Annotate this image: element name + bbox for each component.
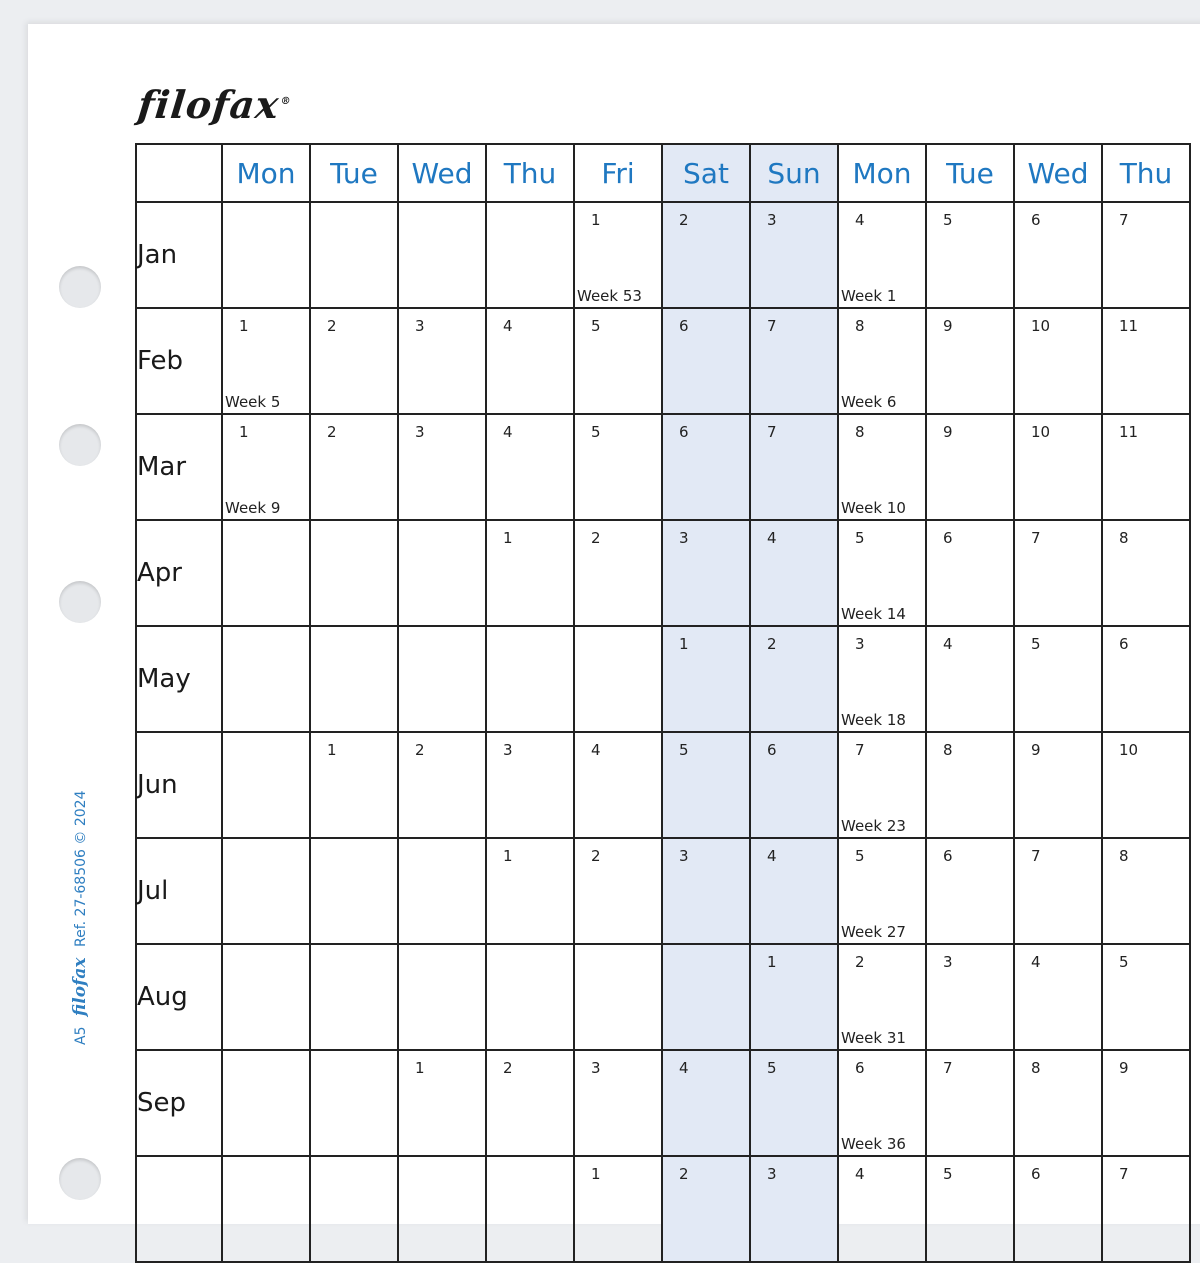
day-cell[interactable]: [662, 202, 750, 308]
day-number: 7: [855, 741, 865, 759]
day-cell[interactable]: [926, 520, 1014, 626]
day-number: 8: [943, 741, 953, 759]
week-number-label: Week 23: [841, 817, 906, 835]
day-number: 5: [943, 211, 953, 229]
punch-hole: [59, 266, 101, 308]
day-number: 2: [591, 847, 601, 865]
day-cell[interactable]: [574, 202, 662, 308]
weekday-header-row: [136, 144, 1190, 202]
month-label: May: [136, 626, 222, 732]
day-cell[interactable]: [310, 944, 398, 1050]
day-cell[interactable]: [1014, 1050, 1102, 1156]
day-number: 1: [679, 635, 689, 653]
day-number: 3: [943, 953, 953, 971]
day-cell[interactable]: [750, 944, 838, 1050]
week-number-label: Week 14: [841, 605, 906, 623]
day-number: 4: [767, 529, 777, 547]
month-row: [136, 1050, 1190, 1156]
day-cell[interactable]: [574, 626, 662, 732]
month-label: Sep: [136, 1050, 222, 1156]
day-cell[interactable]: [398, 520, 486, 626]
week-number-label: Week 31: [841, 1029, 906, 1047]
day-cell[interactable]: [1014, 308, 1102, 414]
week-number-label: Week 6: [841, 393, 897, 411]
day-cell[interactable]: [1014, 626, 1102, 732]
day-number: 6: [1031, 211, 1041, 229]
day-number: 9: [943, 423, 953, 441]
day-number: 4: [679, 1059, 689, 1077]
day-number: 2: [415, 741, 425, 759]
weekday-header: Mon: [838, 144, 926, 202]
day-number: 6: [943, 529, 953, 547]
day-number: 8: [1119, 847, 1129, 865]
day-number: 2: [679, 1165, 689, 1183]
punch-hole: [59, 581, 101, 623]
week-number-label: Week 10: [841, 499, 906, 517]
day-number: 7: [767, 423, 777, 441]
day-number: 8: [1119, 529, 1129, 547]
day-cell[interactable]: [838, 944, 926, 1050]
day-number: 7: [1119, 211, 1129, 229]
day-cell[interactable]: [926, 732, 1014, 838]
day-cell[interactable]: [398, 838, 486, 944]
weekday-header: Mon: [222, 144, 310, 202]
month-row: [136, 414, 1190, 520]
day-cell[interactable]: [926, 838, 1014, 944]
day-cell[interactable]: [1102, 1156, 1190, 1262]
day-number: 4: [943, 635, 953, 653]
day-cell[interactable]: [398, 414, 486, 520]
day-number: 10: [1031, 317, 1051, 335]
month-row: [136, 944, 1190, 1050]
day-number: 3: [591, 1059, 601, 1077]
week-number-label: Week 5: [225, 393, 281, 411]
day-cell[interactable]: [1014, 202, 1102, 308]
day-number: 5: [943, 1165, 953, 1183]
day-cell[interactable]: [838, 308, 926, 414]
day-cell[interactable]: [486, 838, 574, 944]
day-cell[interactable]: [750, 308, 838, 414]
day-cell[interactable]: [222, 626, 310, 732]
day-cell[interactable]: [310, 732, 398, 838]
day-cell[interactable]: [1014, 732, 1102, 838]
day-cell[interactable]: [574, 1156, 662, 1262]
day-number: 8: [1031, 1059, 1041, 1077]
day-cell[interactable]: [662, 1156, 750, 1262]
day-cell[interactable]: [1102, 944, 1190, 1050]
day-cell[interactable]: [1102, 838, 1190, 944]
day-cell[interactable]: [486, 308, 574, 414]
day-cell[interactable]: [662, 520, 750, 626]
day-number: 5: [591, 317, 601, 335]
day-cell[interactable]: [1102, 414, 1190, 520]
copyright: © 2024: [73, 790, 89, 845]
day-number: 9: [943, 317, 953, 335]
day-cell[interactable]: [662, 732, 750, 838]
day-cell[interactable]: [926, 944, 1014, 1050]
day-cell[interactable]: [750, 732, 838, 838]
day-cell[interactable]: [574, 520, 662, 626]
day-cell[interactable]: [750, 838, 838, 944]
day-cell[interactable]: [662, 414, 750, 520]
day-cell[interactable]: [926, 626, 1014, 732]
day-cell[interactable]: [926, 308, 1014, 414]
month-rows: [136, 202, 1190, 1262]
day-cell[interactable]: [222, 520, 310, 626]
year-planner-grid: [135, 143, 1191, 1263]
day-cell[interactable]: [310, 202, 398, 308]
day-number: 4: [767, 847, 777, 865]
month-row: [136, 732, 1190, 838]
week-number-label: Week 18: [841, 711, 906, 729]
day-number: 8: [855, 423, 865, 441]
day-cell[interactable]: [1102, 732, 1190, 838]
weekday-header: Sat: [662, 144, 750, 202]
day-cell[interactable]: [838, 732, 926, 838]
day-number: 3: [767, 1165, 777, 1183]
day-cell[interactable]: [574, 944, 662, 1050]
day-cell[interactable]: [1102, 520, 1190, 626]
day-cell[interactable]: [398, 202, 486, 308]
day-cell[interactable]: [1014, 944, 1102, 1050]
day-number: 3: [679, 847, 689, 865]
day-number: 9: [1031, 741, 1041, 759]
month-row: [136, 1156, 1190, 1262]
day-number: 4: [855, 1165, 865, 1183]
day-number: 10: [1119, 741, 1139, 759]
day-number: 7: [1031, 847, 1041, 865]
day-cell[interactable]: [574, 838, 662, 944]
day-cell[interactable]: [398, 1156, 486, 1262]
month-label: Jan: [136, 202, 222, 308]
day-cell[interactable]: [750, 1156, 838, 1262]
day-cell[interactable]: [926, 414, 1014, 520]
day-cell[interactable]: [486, 732, 574, 838]
day-cell[interactable]: [398, 732, 486, 838]
month-label: [136, 1156, 222, 1262]
day-number: 7: [767, 317, 777, 335]
day-cell[interactable]: [1014, 1156, 1102, 1262]
day-cell[interactable]: [574, 1050, 662, 1156]
day-cell[interactable]: [398, 944, 486, 1050]
month-label: Jun: [136, 732, 222, 838]
day-cell[interactable]: [574, 308, 662, 414]
month-row: [136, 520, 1190, 626]
weekday-header: Tue: [926, 144, 1014, 202]
weekday-header: Fri: [574, 144, 662, 202]
day-number: 3: [767, 211, 777, 229]
day-cell[interactable]: [838, 1156, 926, 1262]
day-cell[interactable]: [838, 520, 926, 626]
day-number: 1: [239, 317, 249, 335]
week-number-label: Week 53: [577, 287, 642, 305]
day-number: 10: [1031, 423, 1051, 441]
day-number: 6: [1031, 1165, 1041, 1183]
day-cell[interactable]: [398, 308, 486, 414]
day-number: 3: [415, 317, 425, 335]
day-cell[interactable]: [310, 1156, 398, 1262]
day-number: 3: [855, 635, 865, 653]
punch-hole: [59, 424, 101, 466]
day-number: 11: [1119, 317, 1139, 335]
day-cell[interactable]: [1102, 626, 1190, 732]
day-cell[interactable]: [398, 1050, 486, 1156]
day-cell[interactable]: [222, 414, 310, 520]
day-cell[interactable]: [310, 1050, 398, 1156]
month-row: [136, 308, 1190, 414]
day-number: 2: [327, 317, 337, 335]
day-number: 5: [591, 423, 601, 441]
day-cell[interactable]: [1102, 202, 1190, 308]
month-label: Mar: [136, 414, 222, 520]
day-cell[interactable]: [486, 626, 574, 732]
day-cell[interactable]: [750, 520, 838, 626]
day-number: 2: [327, 423, 337, 441]
month-label: Aug: [136, 944, 222, 1050]
reference-number: Ref. 27-68506: [73, 849, 89, 947]
month-label: Jul: [136, 838, 222, 944]
day-number: 4: [503, 423, 513, 441]
day-cell[interactable]: [398, 626, 486, 732]
weekday-header: Wed: [1014, 144, 1102, 202]
day-number: 1: [239, 423, 249, 441]
day-cell[interactable]: [310, 626, 398, 732]
day-cell[interactable]: [838, 838, 926, 944]
day-cell[interactable]: [662, 626, 750, 732]
day-cell[interactable]: [1014, 414, 1102, 520]
day-number: 7: [1031, 529, 1041, 547]
day-cell[interactable]: [838, 1050, 926, 1156]
day-cell[interactable]: [486, 944, 574, 1050]
day-number: 3: [503, 741, 513, 759]
day-cell[interactable]: [750, 626, 838, 732]
day-number: 4: [855, 211, 865, 229]
month-row: [136, 202, 1190, 308]
day-number: 1: [503, 847, 513, 865]
day-cell[interactable]: [222, 1050, 310, 1156]
week-number-label: Week 27: [841, 923, 906, 941]
day-cell[interactable]: [838, 626, 926, 732]
day-cell[interactable]: [838, 202, 926, 308]
day-cell[interactable]: [662, 944, 750, 1050]
day-number: 6: [1119, 635, 1129, 653]
day-cell[interactable]: [574, 732, 662, 838]
day-number: 3: [415, 423, 425, 441]
day-number: 1: [767, 953, 777, 971]
day-cell[interactable]: [574, 414, 662, 520]
day-cell[interactable]: [222, 944, 310, 1050]
day-number: 5: [1031, 635, 1041, 653]
day-cell[interactable]: [222, 732, 310, 838]
day-cell[interactable]: [662, 1050, 750, 1156]
day-cell[interactable]: [222, 1156, 310, 1262]
day-number: 5: [1119, 953, 1129, 971]
day-cell[interactable]: [310, 520, 398, 626]
day-cell[interactable]: [1014, 520, 1102, 626]
side-brand: filofax: [70, 957, 90, 1017]
day-number: 1: [591, 1165, 601, 1183]
day-cell[interactable]: [486, 202, 574, 308]
day-cell[interactable]: [926, 1050, 1014, 1156]
day-number: 1: [503, 529, 513, 547]
day-cell[interactable]: [926, 1156, 1014, 1262]
day-cell[interactable]: [310, 414, 398, 520]
day-number: 2: [767, 635, 777, 653]
day-number: 6: [679, 317, 689, 335]
week-number-label: Week 36: [841, 1135, 906, 1153]
filofax-logo: filofax®: [135, 82, 293, 127]
day-cell[interactable]: [838, 414, 926, 520]
side-reference-text: [70, 791, 90, 1046]
day-number: 2: [591, 529, 601, 547]
weekday-header: Thu: [1102, 144, 1190, 202]
weekday-header: Thu: [486, 144, 574, 202]
month-label: Apr: [136, 520, 222, 626]
day-cell[interactable]: [310, 838, 398, 944]
day-cell[interactable]: [750, 1050, 838, 1156]
page-size: A5: [73, 1026, 89, 1045]
day-number: 6: [767, 741, 777, 759]
day-cell[interactable]: [310, 308, 398, 414]
day-number: 5: [679, 741, 689, 759]
day-cell[interactable]: [662, 308, 750, 414]
punch-hole: [59, 1158, 101, 1200]
day-number: 11: [1119, 423, 1139, 441]
day-number: 5: [855, 529, 865, 547]
corner-cell: [136, 144, 222, 202]
day-number: 1: [591, 211, 601, 229]
day-cell[interactable]: [750, 202, 838, 308]
weekday-header: Wed: [398, 144, 486, 202]
day-cell[interactable]: [486, 1156, 574, 1262]
day-cell[interactable]: [222, 308, 310, 414]
day-number: 6: [855, 1059, 865, 1077]
weekday-header: Sun: [750, 144, 838, 202]
day-cell[interactable]: [1014, 838, 1102, 944]
day-cell[interactable]: [486, 1050, 574, 1156]
day-cell[interactable]: [486, 520, 574, 626]
day-cell[interactable]: [222, 838, 310, 944]
day-number: 2: [503, 1059, 513, 1077]
day-number: 8: [855, 317, 865, 335]
day-number: 1: [327, 741, 337, 759]
day-cell[interactable]: [486, 414, 574, 520]
day-number: 7: [1119, 1165, 1129, 1183]
month-row: [136, 838, 1190, 944]
week-number-label: Week 9: [225, 499, 281, 517]
day-number: 4: [1031, 953, 1041, 971]
day-cell[interactable]: [662, 838, 750, 944]
month-label: Feb: [136, 308, 222, 414]
day-cell[interactable]: [926, 202, 1014, 308]
day-number: 5: [767, 1059, 777, 1077]
day-number: 4: [503, 317, 513, 335]
month-row: [136, 626, 1190, 732]
week-number-label: Week 1: [841, 287, 897, 305]
day-number: 6: [943, 847, 953, 865]
weekday-header: Tue: [310, 144, 398, 202]
day-number: 2: [679, 211, 689, 229]
day-number: 4: [591, 741, 601, 759]
day-cell[interactable]: [1102, 1050, 1190, 1156]
day-cell[interactable]: [222, 202, 310, 308]
day-number: 3: [679, 529, 689, 547]
day-cell[interactable]: [1102, 308, 1190, 414]
day-number: 9: [1119, 1059, 1129, 1077]
day-number: 1: [415, 1059, 425, 1077]
day-number: 7: [943, 1059, 953, 1077]
day-cell[interactable]: [750, 414, 838, 520]
day-number: 6: [679, 423, 689, 441]
day-number: 2: [855, 953, 865, 971]
day-number: 5: [855, 847, 865, 865]
